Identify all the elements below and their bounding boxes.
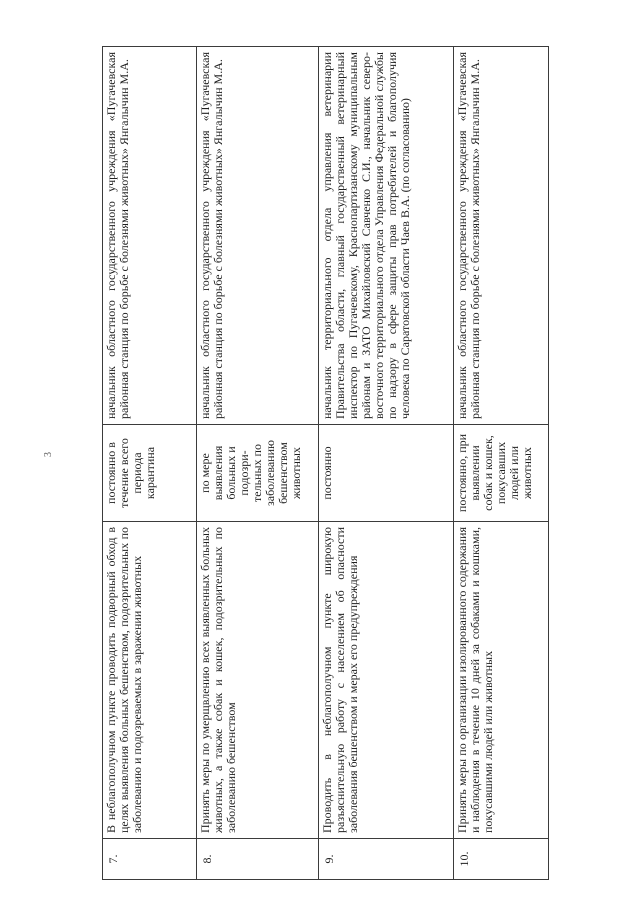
measure-cell: Принять меры по умерщвлению всех выявленных больных животных, а также собак и кошек, подозрительных по заболеванию бешенством [197, 522, 319, 839]
table-row [454, 47, 549, 880]
responsible-cell: начальник областного государственного учреждения «Пугачевская районная станция по борьбе с болезнями животных» Янгалычин М.А. [103, 47, 197, 425]
table-row [319, 47, 454, 880]
responsible-cell: начальник территориального отдела управления ветеринарии Правительства области, главный государственный ветеринарный инспектор по Пугачевскому, Краснопартизанскому муниципальным районам и ЗАТО Михайловский Савченко С.И., начальник северо-восточного территориального отдела Управления Федеральной службы по надзору в сфере защиты прав потребителей и благополучия человека по Саратовской области Чаев В.А. (по согласованию) [319, 47, 454, 425]
row-number: 8. [197, 839, 319, 880]
period-cell: постоянно, при выявлении собак и кошек, покусавших людей или животных [454, 425, 549, 522]
row-number: 7. [103, 839, 197, 880]
period-cell: постоянно в течение всего периода карантина [103, 425, 197, 522]
period-cell: по мере выявления больных и подозри-тельных по заболеванию бешенством животных [197, 425, 319, 522]
measure-cell: Принять меры по организации изолированного содержания и наблюдения в течение 10 дней за собаками и кошками, покусавшими людей или животных [454, 522, 549, 839]
rotated-page-content [102, 47, 548, 880]
page-number: 3 [43, 452, 54, 457]
responsible-cell: начальник областного государственного учреждения «Пугачевская районная станция по борьбе с болезнями животных» Янгалычин М.А. [454, 47, 549, 425]
period-cell: постоянно [319, 425, 454, 522]
table-row [197, 47, 319, 880]
table-row [103, 47, 197, 880]
row-number: 10. [454, 839, 549, 880]
responsible-cell: начальник областного государственного учреждения «Пугачевская районная станция по борьбе с болезнями животных» Янгалычин М.А. [197, 47, 319, 425]
measure-cell: Проводить в неблагополучном пункте широкую разъяснительную работу с населением об опасности заболевания бешенством и мерах его предупреждения [319, 522, 454, 839]
measure-cell: В неблагополучном пункте проводить подворный обход в целях выявления больных бешенством, подозрительных по заболеванию и подозреваемых в заражении животных [103, 522, 197, 839]
measures-table [102, 46, 549, 880]
row-number: 9. [319, 839, 454, 880]
